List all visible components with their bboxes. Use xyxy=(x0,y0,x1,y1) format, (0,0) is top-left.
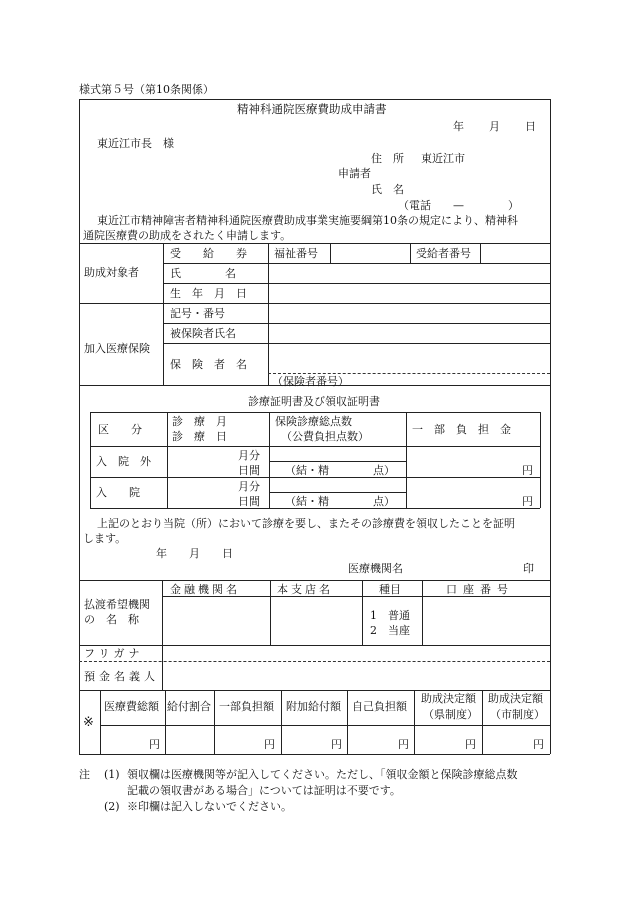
col-days: 診 療 日 xyxy=(172,430,227,443)
date-day: 日 xyxy=(525,120,536,133)
symbol-number-label: 記号・番号 xyxy=(170,307,225,320)
insurer-name-label: 保 険 者 名 xyxy=(170,358,247,371)
note-1-line-1: 領収欄は医療機関等が記入してください。ただし、「領収金額と保険診療総点数 xyxy=(127,768,518,781)
insurance-label: 加入医療保険 xyxy=(84,342,150,355)
bank-label-2: の 名 称 xyxy=(84,613,139,626)
office-yen-6: 円 xyxy=(533,738,544,751)
date-month: 月 xyxy=(489,120,500,133)
certificate-date: 年 月 日 xyxy=(156,547,233,560)
certificate-heading: 診療証明書及び領収証明書 xyxy=(248,395,380,408)
in-points-note: （結・精 点） xyxy=(285,495,395,508)
col-points-sub: （公費負担点数） xyxy=(281,430,369,443)
seal-mark: 印 xyxy=(523,562,534,575)
col-account-number: 口座番号 xyxy=(446,583,514,596)
col-points: 保険診療総点数 xyxy=(275,415,352,428)
office-col-additional: 附加給付額 xyxy=(286,700,341,713)
col-branch-name: 本支店名 xyxy=(277,583,333,596)
office-col-city-sub: （市制度） xyxy=(490,708,545,721)
in-yen: 円 xyxy=(522,495,533,508)
office-yen-5: 円 xyxy=(465,738,476,751)
bank-label-1: 払渡希望機関 xyxy=(84,598,150,611)
office-yen-2: 円 xyxy=(264,738,275,751)
address-label: 住 所 xyxy=(371,152,404,165)
in-day-unit: 日間 xyxy=(238,495,260,508)
note-2-line-1: ※印欄は記入しないでください。 xyxy=(127,800,292,813)
office-yen-3: 円 xyxy=(331,738,342,751)
intro-line-1: 東近江市精神障害者精神科通院医療費助成事業実施要綱第10条の規定により、精神科 xyxy=(97,214,518,227)
note-1-num: (1) xyxy=(104,768,120,781)
office-mark: ※ xyxy=(83,715,94,730)
office-yen-1: 円 xyxy=(149,738,160,751)
account-type-2: 2 当座 xyxy=(370,624,410,637)
office-col-partial: 一部負担額 xyxy=(219,700,274,713)
recipient-no-label: 受給者番号 xyxy=(416,247,471,260)
form-id: 様式第５号（第10条関係） xyxy=(79,83,214,96)
row-outpatient: 入 院 外 xyxy=(96,455,151,468)
address-value: 東近江市 xyxy=(421,152,465,165)
account-type-1: 1 普通 xyxy=(370,609,410,622)
phone: （電話 — ） xyxy=(398,199,519,212)
out-points-note: （結・精 点） xyxy=(285,464,395,477)
name-label: 氏 名 xyxy=(371,183,404,196)
office-col-pref-sub: （県制度） xyxy=(423,708,478,721)
welfare-no-label: 福祉番号 xyxy=(274,247,318,260)
account-holder-label: 預金名義人 xyxy=(84,670,159,683)
col-kubun: 区 分 xyxy=(98,423,142,436)
intro-line-2: 通院医療費の助成をされたく申請します。 xyxy=(83,229,292,242)
note-2-num: (2) xyxy=(104,800,120,813)
in-month-unit: 月分 xyxy=(238,480,260,493)
recipient-ticket-label: 受 給 券 xyxy=(170,247,247,260)
col-copay: 一 部 負 担 金 xyxy=(412,423,511,436)
subject-label: 助成対象者 xyxy=(84,266,139,279)
out-day-unit: 日間 xyxy=(238,464,260,477)
col-bank-name: 金融機関名 xyxy=(170,583,240,596)
col-account-type: 種目 xyxy=(379,583,401,596)
out-yen: 円 xyxy=(522,464,533,477)
statement-line-2: します。 xyxy=(83,532,127,545)
office-col-city-decision: 助成決定額 xyxy=(488,692,543,705)
furigana-label: フリガナ xyxy=(84,647,144,660)
statement-line-1: 上記のとおり当院（所）において診療を要し、またその診療費を領収したことを証明 xyxy=(97,517,515,530)
office-col-self: 自己負担額 xyxy=(352,700,407,713)
form-title: 精神科通院医療費助成申請書 xyxy=(237,102,387,116)
addressee: 東近江市長 様 xyxy=(97,137,174,150)
date-year: 年 xyxy=(453,120,464,133)
office-yen-4: 円 xyxy=(398,738,409,751)
subject-name-label: 氏 名 xyxy=(170,267,236,280)
note-1-line-2: 記載の領収書がある場合」については証明は不要です。 xyxy=(127,784,401,797)
col-months: 診 療 月 xyxy=(172,415,227,428)
institution-label: 医療機関名 xyxy=(348,562,403,575)
applicant-label: 申請者 xyxy=(338,167,371,180)
insured-name-label: 被保険者氏名 xyxy=(170,327,236,340)
row-inpatient: 入 院 xyxy=(96,486,140,499)
office-col-total: 医療費総額 xyxy=(104,700,159,713)
birthdate-label: 生 年 月 日 xyxy=(170,287,247,300)
insurer-no-label: （保険者番号） xyxy=(272,375,349,388)
office-col-benefit-rate: 給付割合 xyxy=(167,700,211,713)
office-col-pref-decision: 助成決定額 xyxy=(421,692,476,705)
out-month-unit: 月分 xyxy=(238,449,260,462)
notes-prefix: 注 xyxy=(79,768,90,781)
